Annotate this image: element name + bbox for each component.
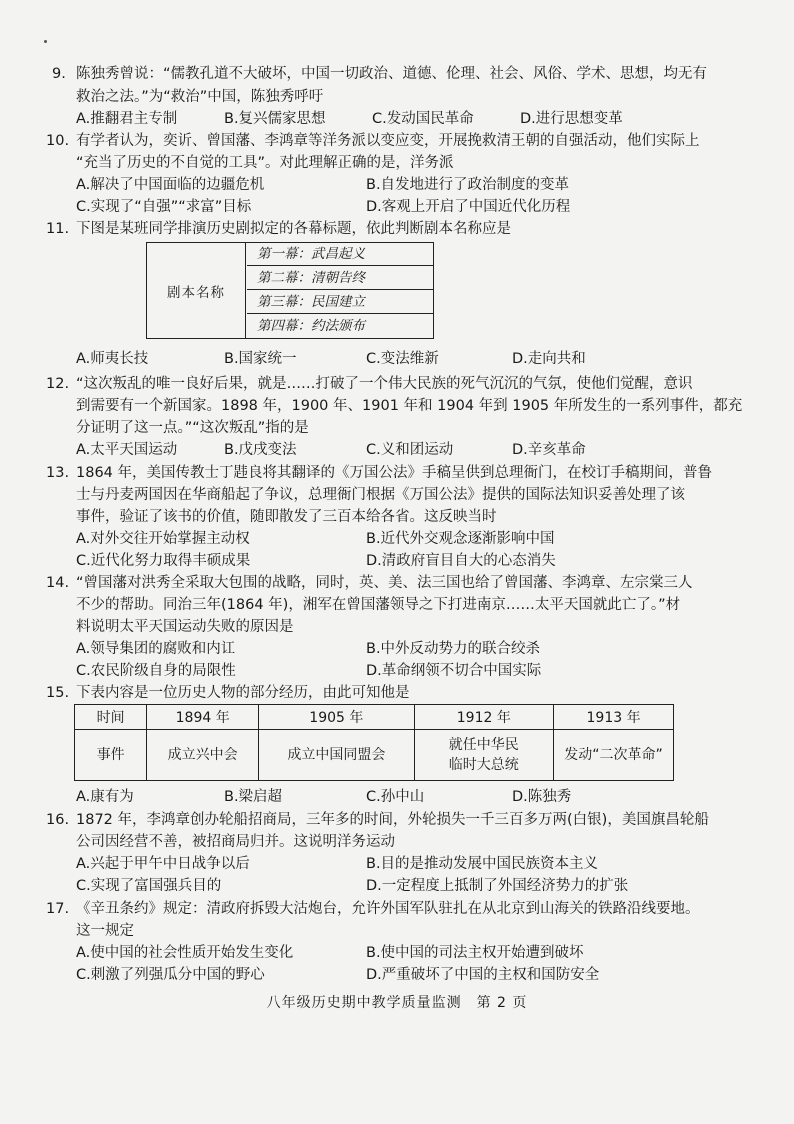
q17-stem-line2: 这一规定 [76,923,134,939]
q12-option-c[interactable]: C.义和团运动 [366,442,454,458]
q15-option-a[interactable]: A.康有为 [76,789,134,805]
q10-option-d[interactable]: D.客观上开启了中国近代化历程 [366,199,571,215]
q17-option-c[interactable]: C.刺激了列强瓜分中国的野心 [76,967,265,983]
biography-table [74,704,674,781]
q16-option-a[interactable]: A.兴起于甲午中日战争以后 [76,856,250,872]
header-1912: 1912 年 [414,705,554,730]
scan-speck [44,40,47,43]
q10-number: 10. [46,133,70,149]
event-1905: 成立中国同盟会 [259,730,414,781]
q14-stem-line3: 料说明太平天国运动失败的原因是 [76,619,294,635]
header-1905: 1905 年 [259,705,414,730]
q10-option-a[interactable]: A.解决了中国面临的边疆危机 [76,177,265,193]
page-footer: 八年级历史期中教学质量监测 第 2 页 [266,995,528,1011]
q9-option-b[interactable]: B.复兴儒家思想 [224,111,326,127]
q17-number: 17. [46,901,70,917]
q14-number: 14. [46,575,70,591]
q12-option-d[interactable]: D.辛亥革命 [512,442,586,458]
q13-option-d[interactable]: D.清政府盲目自大的心态消失 [366,553,556,569]
play-acts-figure [146,242,434,339]
q10-option-c[interactable]: C.实现了“自强”“求富”目标 [76,199,252,215]
q9-option-a[interactable]: A.推翻君主专制 [76,111,178,127]
q14-option-d[interactable]: D.革命纲领不切合中国实际 [366,663,542,679]
q10-option-b[interactable]: B.自发地进行了政治制度的变革 [366,177,570,193]
q12-option-a[interactable]: A.太平天国运动 [76,442,178,458]
q15-option-c[interactable]: C.孙中山 [366,789,425,805]
q17-option-b[interactable]: B.使中国的司法主权开始遭到破坏 [366,945,584,961]
q13-option-a[interactable]: A.对外交往开始掌握主动权 [76,531,250,547]
act-2: 第二幕：清朝告终 [247,267,433,290]
q9-option-d[interactable]: D.进行思想变革 [520,111,623,127]
q14-option-b[interactable]: B.中外反动势力的联合绞杀 [366,641,541,657]
q11-option-b[interactable]: B.国家统一 [224,351,297,367]
table-header-row [75,705,674,730]
q14-stem-line2: 不少的帮助。同治三年(1864 年)，湘军在曾国藩领导之下打进南京……太平天国就此亡了。”材 [76,597,681,613]
q11-option-c[interactable]: C.变法维新 [366,351,439,367]
q14-option-c[interactable]: C.农民阶级自身的局限性 [76,663,236,679]
q13-number: 13. [46,465,70,481]
q12-stem-line3: 分证明了这一点。”“这次叛乱”指的是 [76,420,309,436]
q13-option-c[interactable]: C.近代化努力取得丰硕成果 [76,553,251,569]
q12-number: 12. [46,376,70,392]
q10-stem-line1: 有学者认为，奕䜣、曾国藩、李鸿章等洋务派以变应变，开展挽救清王朝的自强活动，他们实际上 [76,133,700,149]
event-1894: 成立兴中会 [147,730,259,781]
q9-number: 9. [52,66,66,82]
event-1913: 发动“二次革命” [554,730,674,781]
q16-number: 16. [46,812,70,828]
q16-stem-line1: 1872 年，李鸿章创办轮船招商局，三年多的时间，外轮损失一千三百多万两(白银)，美国旗昌轮船 [76,812,709,828]
q9-option-c[interactable]: C.发动国民革命 [372,111,474,127]
act-3: 第三幕：民国建立 [247,291,433,314]
q11-option-d[interactable]: D.走向共和 [512,351,586,367]
q16-stem-line2: 公司因经营不善，被招商局归并。这说明洋务运动 [76,834,395,850]
event-1912 [414,730,554,781]
q15-option-b[interactable]: B.梁启超 [224,789,283,805]
q12-stem-line1: “这次叛乱的唯一良好后果，就是……打破了一个伟大民族的死气沉沉的气氛，使他们觉醒，意识 [76,376,693,392]
q13-stem-line1: 1864 年，美国传教士丁韪良将其翻译的《万国公法》手稿呈供到总理衙门，在校订手稿期间，普鲁 [76,465,713,481]
q11-stem: 下图是某班同学排演历史剧拟定的各幕标题，依此判断剧本名称应是 [76,221,511,237]
q13-stem-line2: 士与丹麦两国因在华商船起了争议，总理衙门根据《万国公法》提供的国际法知识妥善处理了该 [76,487,685,503]
q12-stem-line2: 到需要有一个新国家。1898 年，1900 年、1901 年和 1904 年到 1905 年所发生的一系列事件，都充 [76,398,743,414]
q13-stem-line3: 事件，验证了该书的价值，随即散发了三百本给各省。这反映当时 [76,509,497,525]
q16-option-b[interactable]: B.目的是推动发展中国民族资本主义 [366,856,599,872]
act-4: 第四幕：约法颁布 [257,318,365,334]
header-time: 时间 [75,705,147,730]
q16-option-c[interactable]: C.实现了富国强兵目的 [76,878,222,894]
act-1: 第一幕：武昌起义 [247,243,433,266]
q17-option-a[interactable]: A.使中国的社会性质开始发生变化 [76,945,294,961]
q9-stem-line2: 救治之法。”为“救治”中国，陈独秀呼吁 [76,89,324,105]
table-row [75,730,674,781]
q11-option-a[interactable]: A.师夷长技 [76,351,149,367]
play-name-cell: 剧本名称 [147,243,246,338]
header-1894: 1894 年 [147,705,259,730]
q10-stem-line2: “充当了历史的不自觉的工具”。对此理解正确的是，洋务派 [76,155,454,171]
q12-option-b[interactable]: B.戊戌变法 [224,442,297,458]
q15-stem: 下表内容是一位历史人物的部分经历，由此可知他是 [76,685,410,701]
q16-option-d[interactable]: D.一定程度上抵制了外国经济势力的扩张 [366,878,629,894]
header-1913: 1913 年 [554,705,674,730]
q11-number: 11. [46,221,70,237]
q9-stem-line1: 陈独秀曾说：“儒教孔道不大破坏，中国一切政治、道德、伦理、社会、风俗、学术、思想，均无有 [76,66,708,82]
q15-option-d[interactable]: D.陈独秀 [512,789,572,805]
q13-option-b[interactable]: B.近代外交观念逐渐影响中国 [366,531,555,547]
q14-stem-line1: “曾国藩对洪秀全采取大包围的战略，同时，英、美、法三国也给了曾国藩、李鸿章、左宗棠三人 [76,575,693,591]
row-label-event: 事件 [75,730,147,781]
event-1912-line2: 临时大总统 [448,757,519,773]
q17-stem-line1: 《辛丑条约》规定：清政府拆毁大沽炮台，允许外国军队驻扎在从北京到山海关的铁路沿线要地。 [76,901,700,917]
q15-number: 15. [46,685,70,701]
q17-option-d[interactable]: D.严重破坏了中国的主权和国防安全 [366,967,600,983]
q14-option-a[interactable]: A.领导集团的腐败和内讧 [76,641,236,657]
event-1912-line1: 就任中华民 [448,737,519,753]
